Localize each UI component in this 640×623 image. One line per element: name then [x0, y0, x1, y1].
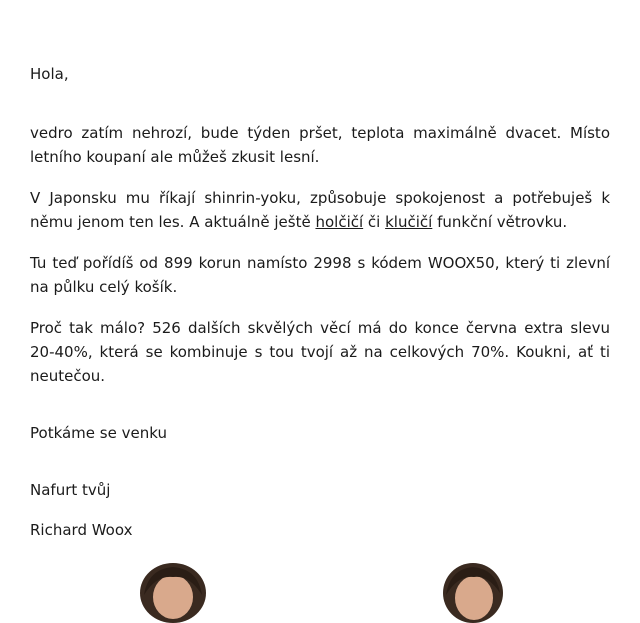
- product-photo-right[interactable]: [440, 563, 510, 623]
- paragraph-text-before: V Japonsku mu říkají shinrin-yoku, způsobuje spokojenost a potřebuješ k němu jenom ten les. A aktuálně ještě: [30, 189, 610, 231]
- paragraph-shinrin-yoku: [30, 186, 610, 234]
- girls-jacket-link[interactable]: holčičí: [315, 213, 364, 231]
- greeting-text: Hola,: [30, 65, 69, 83]
- paragraph-sale: Proč tak málo? 526 dalších skvělých věcí má do konce června extra slevu 20-40%, která se kombinuje s tou tvojí až na celkových 70%. Koukni, ať ti neutečou.: [30, 319, 610, 385]
- closing-text: Nafurt tvůj: [30, 481, 111, 499]
- product-photo-left[interactable]: [138, 563, 208, 623]
- paragraph-weather: vedro zatím nehrozí, bude týden pršet, teplota maximálně dvacet. Místo letního koupaní ale můžeš zkusit lesní.: [30, 124, 610, 166]
- paragraph-discount-code: Tu teď pořídíš od 899 korun namísto 2998 s kódem WOOX50, který ti zlevní na půlku celý košík.: [30, 254, 610, 296]
- boys-jacket-link[interactable]: klučičí: [385, 213, 433, 231]
- paragraph-text-after: funkční větrovku.: [432, 213, 568, 231]
- signature-text: Richard Woox: [30, 521, 133, 539]
- person-photo-icon: [138, 563, 208, 623]
- signoff-text: Potkáme se venku: [30, 424, 167, 442]
- email-body: [30, 62, 610, 542]
- paragraph-text-middle: či: [363, 213, 386, 231]
- person-photo-icon: [440, 563, 510, 623]
